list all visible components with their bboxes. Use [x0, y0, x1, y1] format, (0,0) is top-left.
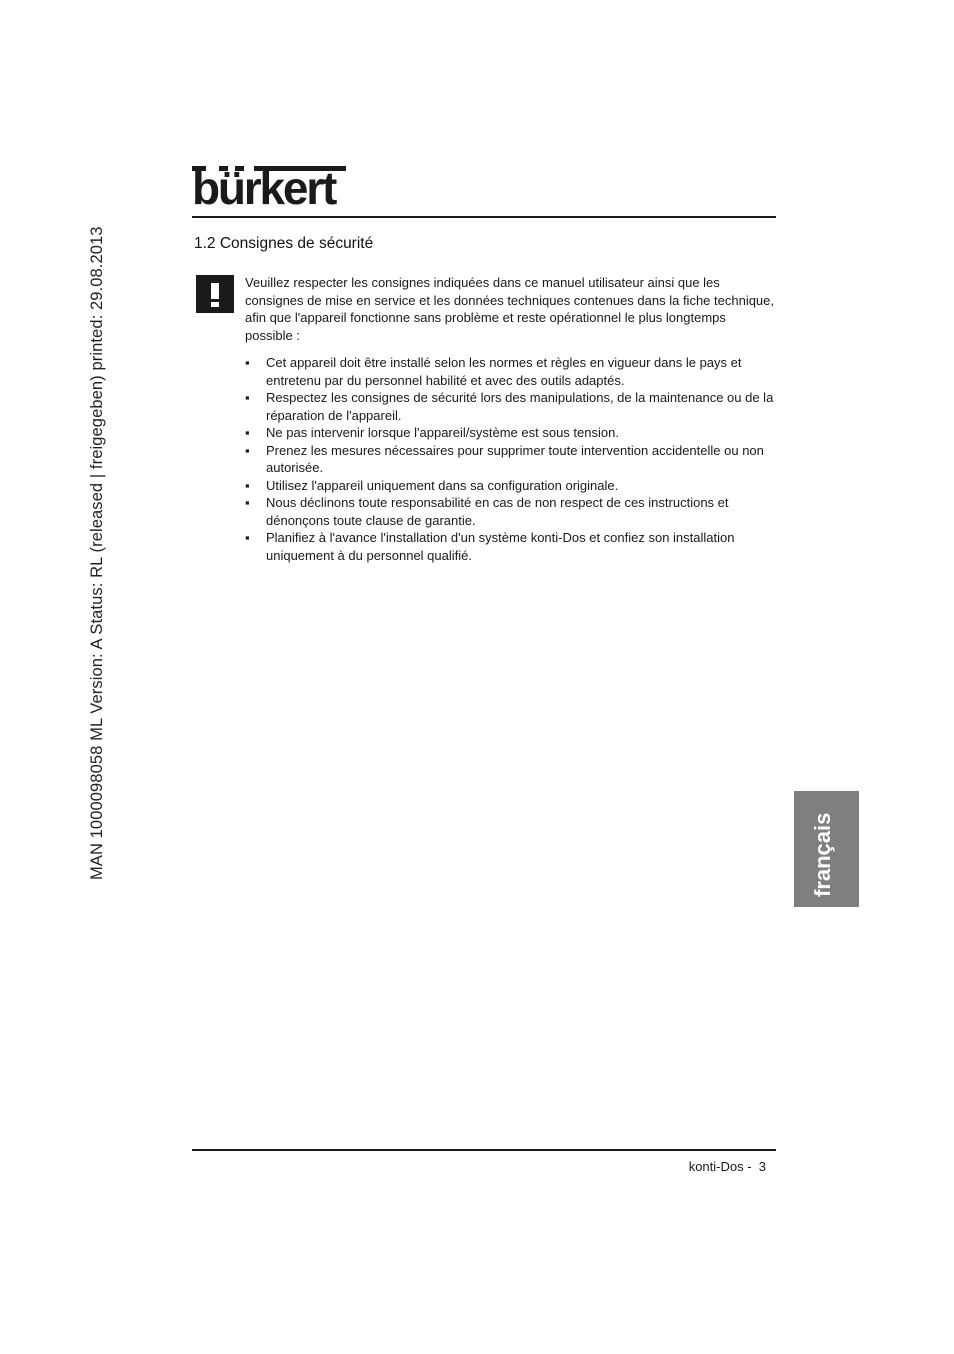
list-item-text: Ne pas intervenir lorsque l'appareil/système est sous tension.	[266, 425, 619, 440]
exclamation-dot	[211, 302, 219, 307]
list-item	[245, 354, 780, 389]
list-item-text: Utilisez l'appareil uniquement dans sa configuration originale.	[266, 477, 619, 493]
section-title: 1.2 Consignes de sécurité	[194, 235, 374, 252]
safety-instructions-list	[245, 354, 780, 564]
list-item-text: Prenez les mesures nécessaires pour supprimer toute intervention accidentelle ou non autorisée.	[266, 442, 764, 475]
warning-intro-text: Veuillez respecter les consignes indiquées dans ce manuel utilisateur ainsi que les consignes de mise en service et les données techniques contenues dans la fiche technique, afin que l'appareil fonctionne sans problème et reste opérationnel le plus longtemps possible :	[245, 275, 775, 343]
page-footer: konti-Dos - 3	[688, 1159, 766, 1174]
list-item	[245, 494, 780, 529]
bullet-mark: ▪	[245, 442, 250, 458]
bullet-mark: ▪	[245, 530, 250, 545]
list-item	[245, 529, 780, 564]
document-status-stamp: MAN 1000098058 ML Version: A Status: RL (released | freigegeben) printed: 29.08.2013	[88, 226, 106, 880]
header-rule	[192, 216, 776, 218]
list-item-text: Respectez les consignes de sécurité lors des manipulations, de la maintenance ou de la réparation de l'appareil.	[266, 390, 774, 423]
logo-wordmark: bürkert	[192, 162, 336, 214]
bullet-mark: ▪	[245, 425, 250, 440]
bullet-mark: ▪	[245, 495, 250, 510]
list-item-text: Nous déclinons toute responsabilité en cas de non respect de ces instructions et dénonçons toute clause de garantie.	[266, 495, 729, 528]
burkert-logo	[192, 164, 347, 212]
language-tab	[794, 791, 859, 907]
footer-rule	[192, 1149, 776, 1151]
bullet-mark: ▪	[245, 390, 250, 405]
bullet-mark: ▪	[245, 355, 250, 370]
exclamation-stroke	[211, 283, 219, 299]
exclamation-warning-icon	[196, 275, 234, 313]
list-item	[245, 424, 780, 442]
list-item-text: Cet appareil doit être installé selon les normes et règles en vigueur dans le pays et entretenu par du personnel habilité et avec des outils adaptés.	[266, 355, 742, 388]
language-tab-label: français	[810, 812, 835, 897]
list-item	[245, 477, 780, 495]
bullet-mark: ▪	[245, 477, 250, 493]
list-item	[245, 389, 780, 424]
list-item	[245, 442, 780, 477]
list-item-text: Planifiez à l'avance l'installation d'un système konti-Dos et confiez son installation uniquement à du personnel qualifié.	[266, 530, 735, 563]
